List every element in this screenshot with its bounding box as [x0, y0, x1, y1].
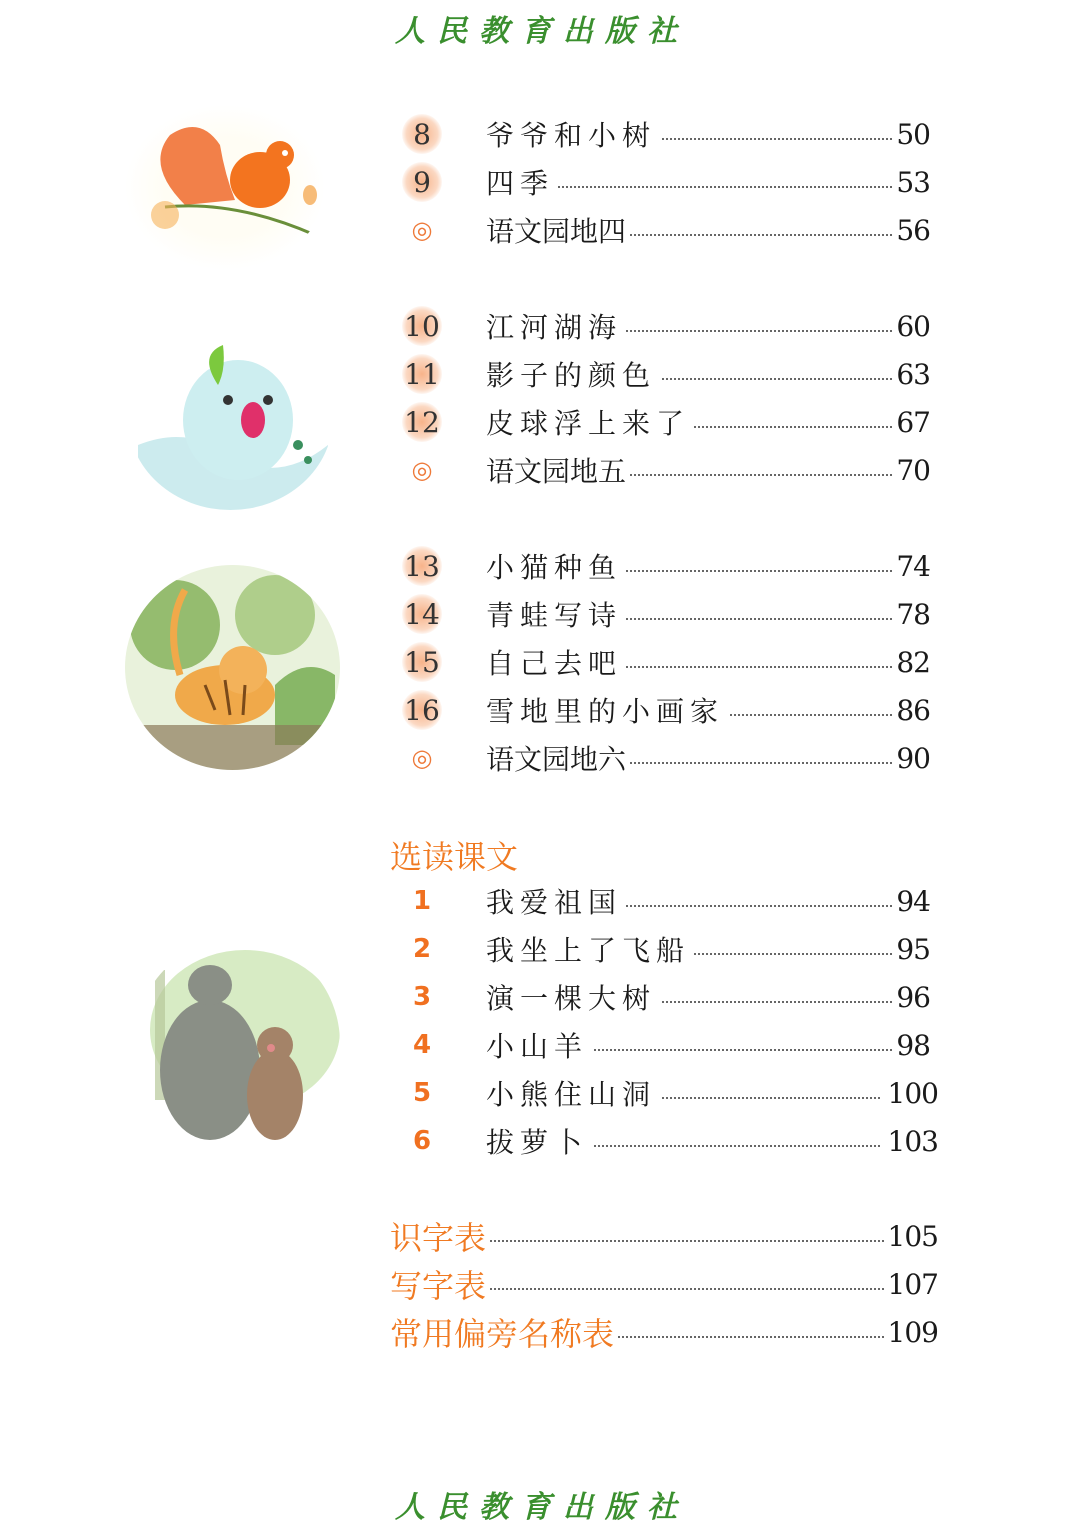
page-number: 105 — [887, 1219, 938, 1253]
page-number: 94 — [896, 884, 930, 918]
lesson-title[interactable]: 爷爷和小树 — [486, 114, 660, 154]
page-number: 107 — [887, 1267, 938, 1301]
lesson-number-badge: 8 — [402, 114, 442, 154]
page-number: 74 — [896, 549, 930, 583]
page-number: 100 — [887, 1076, 938, 1110]
double-circle-icon: ◎ — [411, 456, 433, 484]
lesson-number-badge: 15 — [402, 642, 442, 682]
toc-entry[interactable] — [390, 927, 940, 971]
lesson-number-badge: 10 — [402, 306, 442, 346]
hexagon-number-badge: 5 — [402, 1073, 442, 1113]
cat-icon — [125, 565, 340, 770]
page-number: 95 — [896, 932, 930, 966]
bears-illustration — [135, 940, 340, 1155]
page-number: 82 — [896, 645, 930, 679]
page-number: 63 — [896, 357, 930, 391]
squirrel-illustration — [125, 105, 325, 270]
lesson-title[interactable]: 自己去吧 — [486, 642, 626, 682]
appendix-entry[interactable] — [390, 1310, 940, 1354]
lesson-title[interactable]: 小熊住山洞 — [486, 1073, 660, 1113]
lesson-title[interactable]: 小山羊 — [486, 1025, 592, 1065]
toc-entry[interactable] — [390, 112, 940, 156]
hexagon-number-badge: 4 — [402, 1025, 442, 1065]
publisher-logo-bottom: 人民教育出版社 — [395, 1490, 689, 1525]
toc-entry[interactable] — [390, 448, 940, 492]
page-number: 60 — [896, 309, 930, 343]
lesson-number-badge: 14 — [402, 594, 442, 634]
toc-entry[interactable] — [390, 1071, 940, 1115]
lesson-title[interactable]: 皮球浮上来了 — [486, 402, 694, 442]
page-number: 90 — [896, 741, 930, 775]
lesson-number-badge: 9 — [402, 162, 442, 202]
squirrel-icon — [125, 105, 325, 270]
page-number: 103 — [887, 1124, 938, 1158]
lesson-title[interactable]: 我爱祖国 — [486, 881, 626, 921]
water-drop-illustration — [128, 325, 333, 510]
lesson-title[interactable]: 小猫种鱼 — [486, 546, 626, 586]
page-number: 98 — [896, 1028, 930, 1062]
lesson-title[interactable]: 语文园地六 — [486, 738, 630, 778]
page-number: 50 — [896, 117, 930, 151]
double-circle-icon: ◎ — [411, 744, 433, 772]
lesson-title[interactable]: 语文园地五 — [486, 450, 630, 490]
toc-entry[interactable] — [390, 160, 940, 204]
toc-entry[interactable] — [390, 1119, 940, 1163]
lesson-title[interactable]: 雪地里的小画家 — [486, 690, 728, 730]
hexagon-number-badge: 1 — [402, 881, 442, 921]
toc-entry[interactable] — [390, 688, 940, 732]
appendix-title[interactable]: 常用偏旁名称表 — [390, 1309, 618, 1355]
lesson-title[interactable]: 青蛙写诗 — [486, 594, 626, 634]
toc-entry[interactable] — [390, 640, 940, 684]
page-number: 56 — [896, 213, 930, 247]
toc-entry[interactable] — [390, 400, 940, 444]
lesson-title[interactable]: 四季 — [486, 162, 558, 202]
page-number: 96 — [896, 980, 930, 1014]
lesson-title[interactable]: 语文园地四 — [486, 210, 630, 250]
toc-entry[interactable] — [390, 736, 940, 780]
lesson-number-badge: 12 — [402, 402, 442, 442]
appendix-title[interactable]: 写字表 — [390, 1261, 490, 1307]
toc-entry[interactable] — [390, 352, 940, 396]
appendix-entry[interactable] — [390, 1262, 940, 1306]
lesson-title[interactable]: 我坐上了飞船 — [486, 929, 694, 969]
bear-icon — [135, 940, 340, 1155]
page-number: 86 — [896, 693, 930, 727]
hexagon-number-badge: 6 — [402, 1121, 442, 1161]
hexagon-number-badge: 2 — [402, 929, 442, 969]
lesson-title[interactable]: 演一棵大树 — [486, 977, 660, 1017]
toc-entry[interactable] — [390, 304, 940, 348]
appendix-title[interactable]: 识字表 — [390, 1213, 490, 1259]
toc-entry[interactable] — [390, 879, 940, 923]
publisher-logo-top: 人民教育出版社 — [395, 14, 689, 49]
page-number: 70 — [896, 453, 930, 487]
toc-entry[interactable] — [390, 975, 940, 1019]
page-number: 109 — [887, 1315, 938, 1349]
toc-entry[interactable] — [390, 592, 940, 636]
lesson-title[interactable]: 江河湖海 — [486, 306, 626, 346]
lesson-title[interactable]: 影子的颜色 — [486, 354, 660, 394]
appendix-entry[interactable] — [390, 1214, 940, 1258]
toc-entry[interactable] — [390, 1023, 940, 1067]
cat-illustration — [125, 565, 340, 770]
lesson-title[interactable]: 拔萝卜 — [486, 1121, 592, 1161]
lesson-number-badge: 16 — [402, 690, 442, 730]
toc-entry[interactable] — [390, 544, 940, 588]
lesson-number-badge: 13 — [402, 546, 442, 586]
lesson-number-badge: 11 — [402, 354, 442, 394]
page-number: 53 — [896, 165, 930, 199]
page-number: 67 — [896, 405, 930, 439]
water-drop-icon — [128, 325, 333, 510]
page-number: 78 — [896, 597, 930, 631]
double-circle-icon: ◎ — [411, 216, 433, 244]
hexagon-number-badge: 3 — [402, 977, 442, 1017]
toc-entry[interactable] — [390, 208, 940, 252]
section-title: 选读课文 — [390, 838, 519, 876]
